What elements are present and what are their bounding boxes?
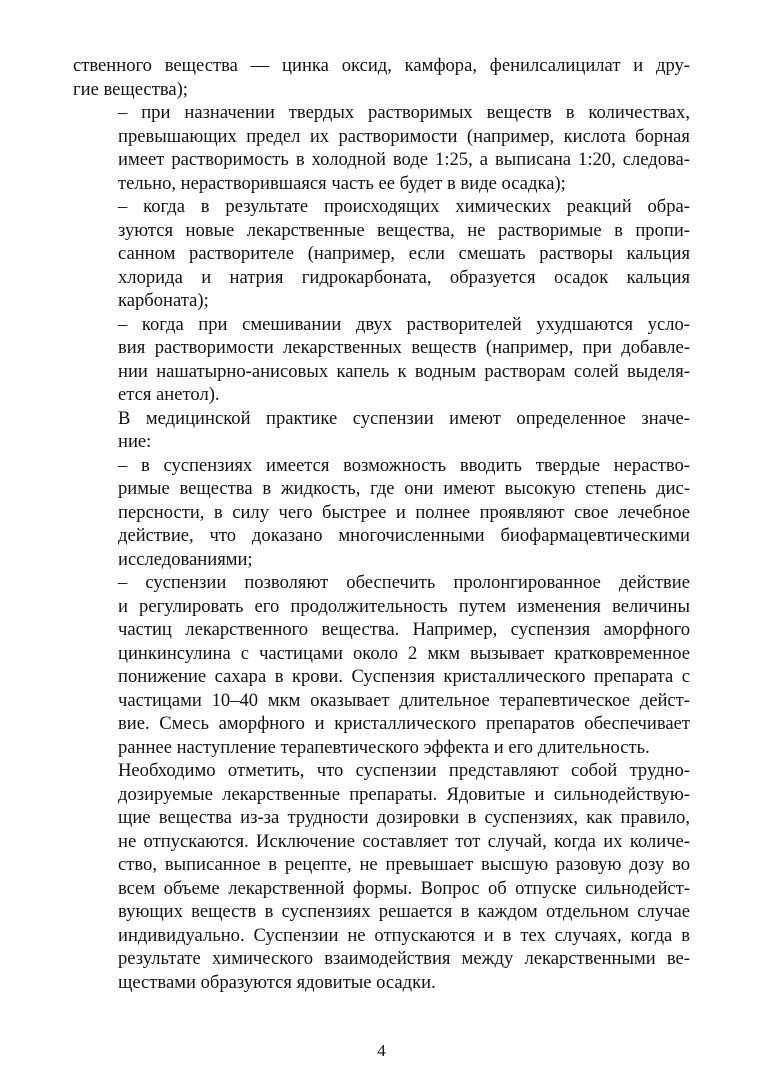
text-line: хлорида и натрия гидрокарбоната, образуется осадок кальция bbox=[118, 266, 690, 288]
text-line: имеет растворимость в холодной воде 1:25, а выписана 1:20, следова- bbox=[118, 149, 690, 170]
text-line: санном растворителе (например, если смешать растворы кальция bbox=[118, 243, 690, 264]
text-line: частицами 10–40 мкм оказывает длительное терапевтическое дейст- bbox=[118, 689, 690, 711]
text-line: всем объеме лекарственной формы. Вопрос об отпуске сильнодейст- bbox=[118, 877, 690, 899]
text-line: тельно, нерастворившаяся часть ее будет в виде осадка); bbox=[118, 172, 566, 194]
text-line: действие, что доказано многочисленными биофармацевтическими bbox=[118, 525, 690, 546]
page-body bbox=[73, 54, 690, 994]
text-line: карбоната); bbox=[118, 290, 209, 311]
text-line: Необходимо отметить, что суспензии представляют собой трудно- bbox=[118, 760, 690, 781]
paragraph bbox=[73, 313, 690, 407]
paragraph bbox=[73, 54, 690, 101]
text-line: цинкинсулина с частицами около 2 мкм вызывает кратковременное bbox=[118, 642, 690, 664]
text-line: – при назначении твердых растворимых веществ в количествах, bbox=[118, 102, 690, 123]
text-line: – суспензии позволяют обеспечить пролонгированное действие bbox=[118, 572, 690, 593]
paragraph bbox=[73, 454, 690, 572]
paragraph bbox=[73, 195, 690, 313]
text-line: не отпускаются. Исключение составляет тот случай, когда их количе- bbox=[118, 830, 690, 852]
paragraph bbox=[73, 407, 690, 454]
text-line: исследованиями; bbox=[118, 548, 253, 570]
text-line: ние: bbox=[118, 431, 152, 452]
page-number: 4 bbox=[377, 1041, 386, 1060]
text-line: зуются новые лекарственные вещества, не растворимые в пропи- bbox=[118, 219, 690, 241]
text-line: – когда в результате происходящих химических реакций обра- bbox=[118, 196, 690, 217]
text-line: нии нашатырно-анисовых капель к водным растворам солей выделя- bbox=[118, 360, 690, 382]
text-line: ство, выписанное в рецепте, не превышает высшую разовую дозу во bbox=[118, 854, 690, 875]
text-line: щие вещества из-за трудности дозировки в суспензиях, как правило, bbox=[118, 807, 690, 828]
text-line: превышающих предел их растворимости (например, кислота борная bbox=[118, 125, 690, 147]
text-line: ется анетол). bbox=[118, 384, 220, 405]
text-line: – в суспензиях имеется возможность вводить твердые нераство- bbox=[118, 454, 690, 476]
text-line: – когда при смешивании двух растворителей ухудшаются усло- bbox=[118, 313, 690, 335]
text-line: дозируемые лекарственные препараты. Ядовитые и сильнодействую- bbox=[118, 783, 690, 805]
paragraph bbox=[73, 571, 690, 759]
paragraph bbox=[73, 101, 690, 195]
text-line: результате химического взаимодействия между лекарственными ве- bbox=[118, 948, 690, 969]
text-line: раннее наступление терапевтического эффекта и его длительность. bbox=[118, 736, 650, 758]
text-line: и регулировать его продолжительность путем изменения величины bbox=[118, 595, 690, 617]
text-line: персности, в силу чего быстрее и полнее проявляют свое лечебное bbox=[118, 501, 690, 523]
text-line: римые вещества в жидкость, где они имеют высокую степень дис- bbox=[118, 478, 690, 499]
text-line: вия растворимости лекарственных веществ (например, при добавле- bbox=[118, 337, 690, 358]
text-line: частиц лекарственного вещества. Например, суспензия аморфного bbox=[118, 619, 690, 640]
text-line: понижение сахара в крови. Суспензия кристаллического препарата с bbox=[118, 666, 690, 687]
text-line: гие вещества); bbox=[73, 78, 188, 100]
text-line: вующих веществ в суспензиях решается в каждом отдельном случае bbox=[118, 901, 690, 922]
text-line: В медицинской практике суспензии имеют определенное значе- bbox=[118, 407, 690, 429]
text-line: ственного вещества — цинка оксид, камфора, фенилсалицилат и дру- bbox=[73, 55, 690, 76]
text-line: вие. Смесь аморфного и кристаллического препаратов обеспечивает bbox=[118, 713, 690, 734]
text-line: ществами образуются ядовитые осадки. bbox=[118, 971, 436, 993]
text-line: индивидуально. Суспензии не отпускаются и в тех случаях, когда в bbox=[118, 924, 690, 946]
paragraph bbox=[73, 759, 690, 994]
